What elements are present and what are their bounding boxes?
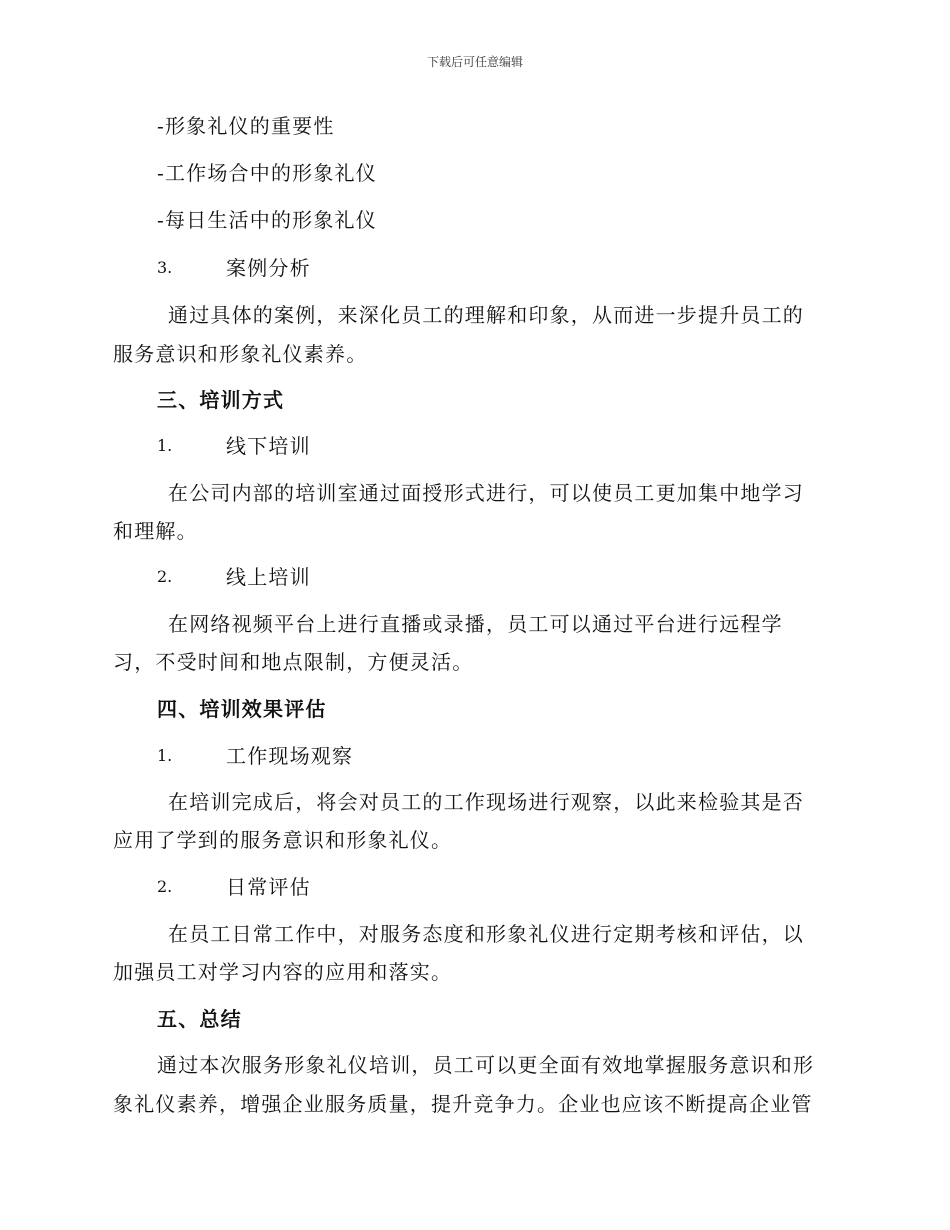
bullet-item: -工作场合中的形象礼仪 xyxy=(157,161,377,185)
paragraph-line: 习，不受时间和地点限制，方便灵活。 xyxy=(113,650,474,674)
item-number: 1. xyxy=(157,746,173,765)
paragraph-line: 应用了学到的服务意识和形象礼仪。 xyxy=(113,828,453,852)
item-title: 案例分析 xyxy=(226,256,311,280)
page-header: 下载后可任意编辑 xyxy=(426,55,523,69)
paragraph-line: 服务意识和形象礼仪素养。 xyxy=(113,342,368,366)
item-number: 2. xyxy=(157,877,173,896)
item-title: 工作现场观察 xyxy=(226,744,354,768)
section-heading: 五、总结 xyxy=(157,1007,242,1031)
section-heading: 四、培训效果评估 xyxy=(157,697,327,721)
paragraph-line: 和理解。 xyxy=(113,519,198,543)
bullet-item: -每日生活中的形象礼仪 xyxy=(157,208,377,232)
paragraph-line: 象礼仪素养，增强企业服务质量，提升竞争力。企业也应该不断提高企业管 xyxy=(113,1092,813,1116)
paragraph-line: 在公司内部的培训室通过面授形式进行，可以使员工更加集中地学习 xyxy=(168,481,804,505)
paragraph-line: 加强员工对学习内容的应用和落实。 xyxy=(113,960,453,984)
paragraph-line: 通过本次服务形象礼仪培训，员工可以更全面有效地掌握服务意识和形 xyxy=(157,1053,815,1077)
paragraph-line: 通过具体的案例，来深化员工的理解和印象，从而进一步提升员工的 xyxy=(168,303,804,327)
item-number: 3. xyxy=(157,258,173,277)
item-number: 2. xyxy=(157,567,173,586)
bullet-item: -形象礼仪的重要性 xyxy=(157,114,335,138)
item-title: 日常评估 xyxy=(226,875,311,899)
paragraph-line: 在网络视频平台上进行直播或录播，员工可以通过平台进行远程学 xyxy=(168,612,783,636)
item-title: 线下培训 xyxy=(226,434,311,458)
paragraph-line: 在培训完成后，将会对员工的工作现场进行观察，以此来检验其是否 xyxy=(168,790,804,814)
item-number: 1. xyxy=(157,436,173,455)
section-heading: 三、培训方式 xyxy=(157,388,285,412)
paragraph-line: 在员工日常工作中，对服务态度和形象礼仪进行定期考核和评估，以 xyxy=(168,922,804,946)
item-title: 线上培训 xyxy=(226,565,311,589)
